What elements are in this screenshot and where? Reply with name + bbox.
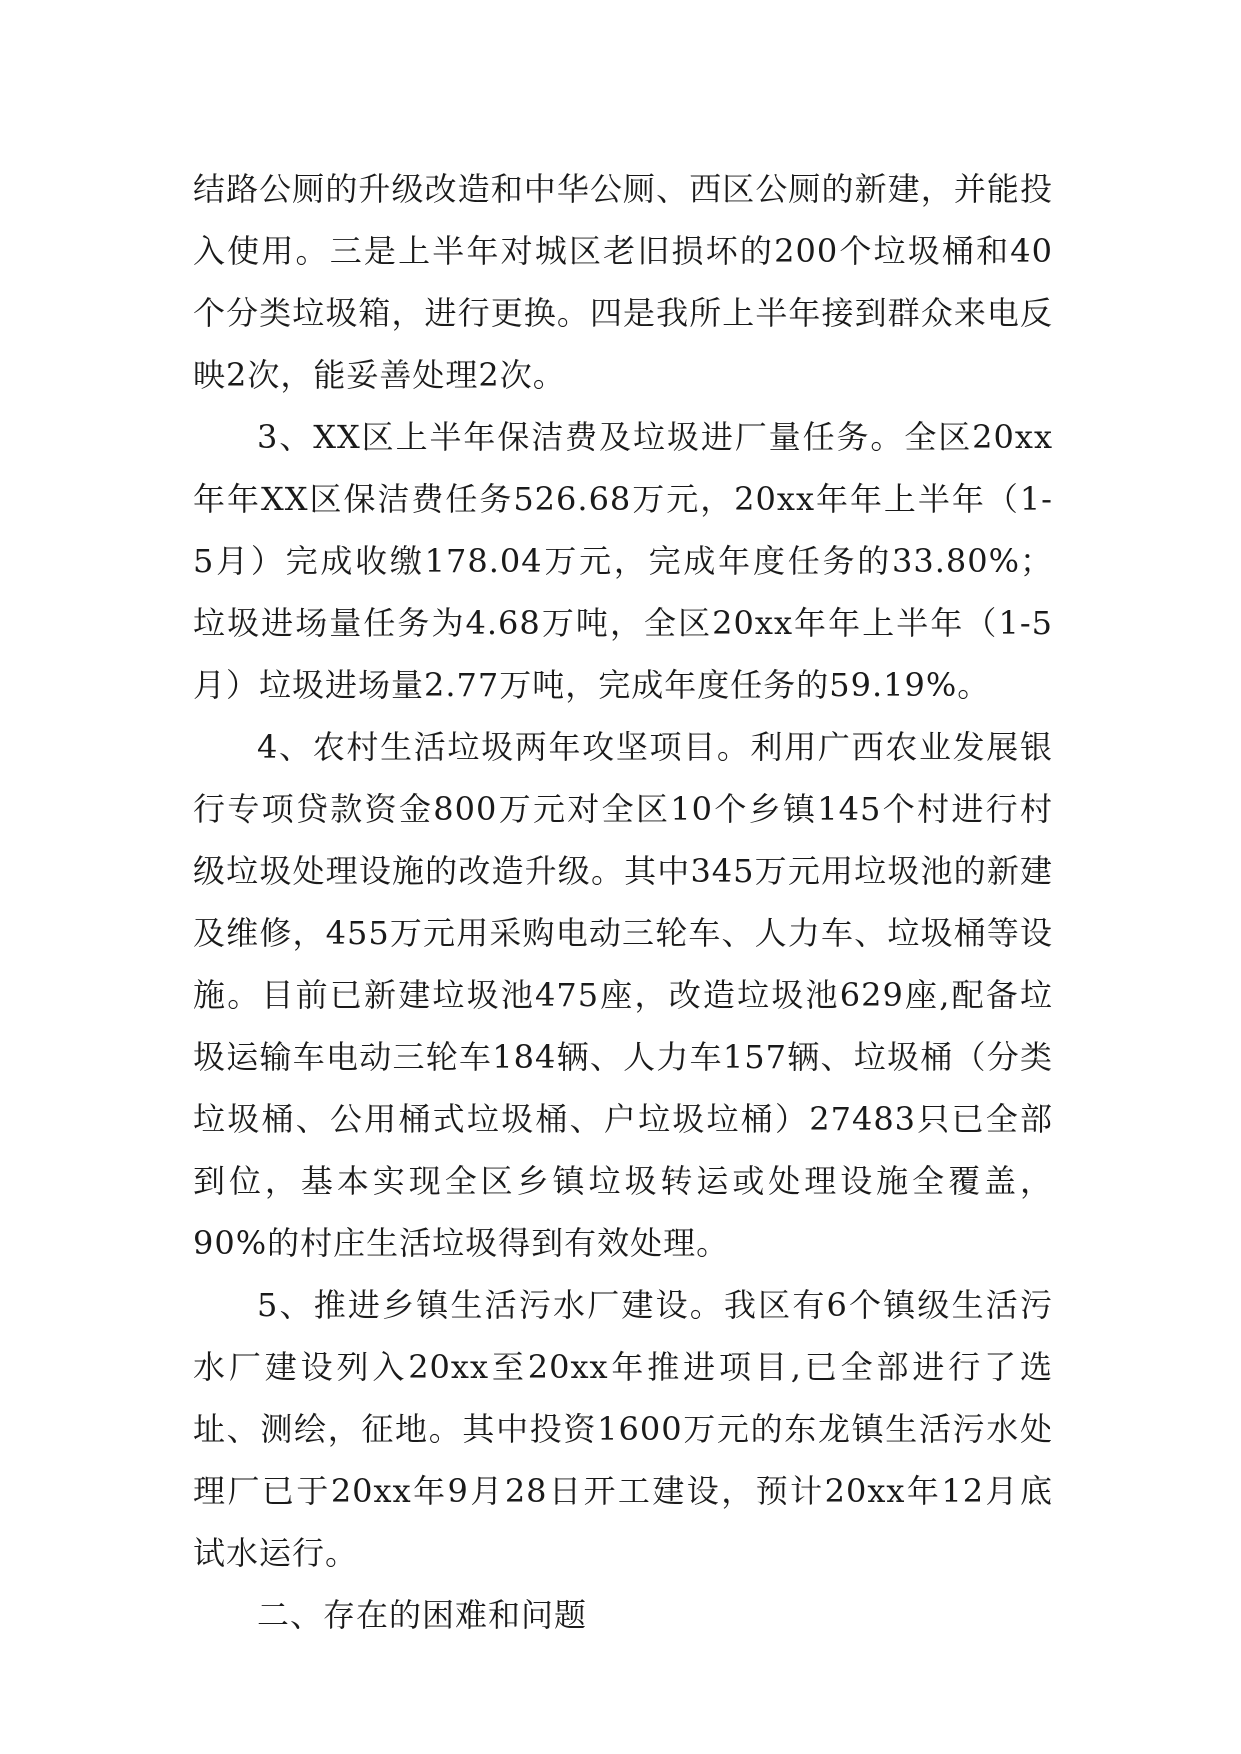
paragraph-rural-garbage-project: 4、农村生活垃圾两年攻坚项目。利用广西农业发展银行专项贷款资金800万元对全区10个乡镇145个村进行村级垃圾处理设施的改造升级。其中345万元用垃圾池的新建及维修，455万元用采购电动三轮车、人力车、垃圾桶等设施。目前已新建垃圾池475座，改造垃圾池629座,配备垃圾运输车电动三轮车184辆、人力车157辆、垃圾桶（分类垃圾桶、公用桶式垃圾桶、户垃圾垃桶）27483只已全部到位，基本实现全区乡镇垃圾转运或处理设施全覆盖，90%的村庄生活垃圾得到有效处理。 — [193, 728, 1053, 1262]
section-heading-problems: 二、存在的困难和问题 — [257, 1596, 588, 1634]
paragraph-sewage-plant: 5、推进乡镇生活污水厂建设。我区有6个镇级生活污水厂建设列入20xx至20xx年推进项目,已全部进行了选址、测绘，征地。其中投资1600万元的东龙镇生活污水处理厂已于20xx年9月28日开工建设，预计20xx年12月底试水运行。 — [193, 1286, 1053, 1572]
paragraph-continuation: 结路公厕的升级改造和中华公厕、西区公厕的新建，并能投入使用。三是上半年对城区老旧损坏的200个垃圾桶和40个分类垃圾箱，进行更换。四是我所上半年接到群众来电反映2次，能妥善处理2次。 — [193, 170, 1053, 394]
paragraph-cleaning-fee-task: 3、XX区上半年保洁费及垃圾进厂量任务。全区20xx年年XX区保洁费任务526.68万元，20xx年年上半年（1-5月）完成收缴178.04万元，完成年度任务的33.80%；垃圾进场量任务为4.68万吨，全区20xx年年上半年（1-5月）垃圾进场量2.77万吨，完成年度任务的59.19%。 — [193, 418, 1053, 704]
document-body — [193, 158, 1053, 1646]
